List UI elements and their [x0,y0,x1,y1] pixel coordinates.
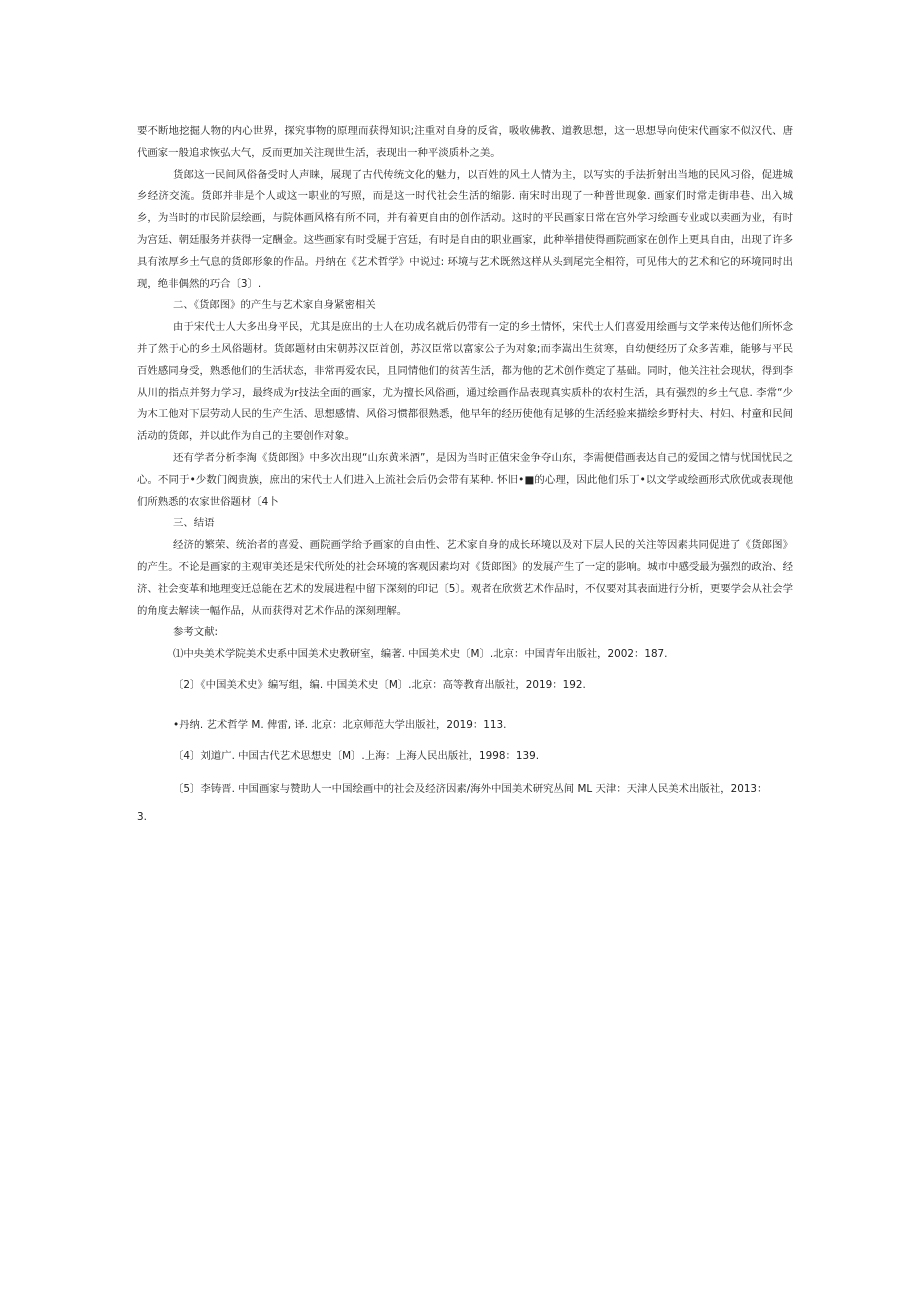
references-title: 参考文献: [173,626,219,639]
reference-item-2: 〔2〕《中国美术史》编写组，编. 中国美术史〔M〕.北京：高等教育出版社，2019：192. [173,678,586,691]
reference-item-3: •丹纳. 艺术哲学 M. 俾雷, 译. 北京：北京师范大学出版社，2019：113. [173,718,507,731]
document-body [137,121,793,829]
reference-item-1: ⑴中央美术学院美术史系中国美术史教研室，编著. 中国美术史〔M〕.北京：中国青年出版社，2002：187. [173,648,668,661]
section-heading-3: 三、结语 [173,517,215,530]
paragraph-section3-1: 经济的繁荣、统治者的喜爱、画院画学给予画家的自由性、艺术家自身的成长环境以及对下层人民的关注等因素共同促进了《货郎图》的产生。不论是画家的主观审美还是宋代所处的社会环境的客观因素均对《货郎图》的发展产生了一定的影响。城市中感受最为强烈的政治、经济、社会变革和地理变迁总能在艺术的发展进程中留下深刻的印记〔5〕。观者在欣赏艺术作品时，不仅要对其表面进行分析，更要学会从社会学的角度去解读一幅作品，从而获得对艺术作品的深刻理解。 [137,539,794,617]
paragraph-section2-2: 还有学者分析李淘《货郎图》中多次出现“山东黄米酒”，是因为当时正值宋金争夺山东，李需便借画表达自己的爱国之情与忧国忧民之心。不同于•少数门阀贵族，庶出的宋代士人们进入上流社会后仍会带有某种. 怀旧•■的心理，因此他们乐丁•以文学或绘画形式欣优或表现他们所熟悉的农家世俗题材〔4卜 [137,451,793,508]
reference-item-5: 〔5〕李铸晋. 中国画家与赞助人一中国绘画中的社会及经济因素/海外中国美术研究丛间 ML 天津：天津人民美术出版社，2013： [173,783,768,796]
paragraph-intro-1: 要不断地挖掘人物的内心世界，探究事物的原理而获得知识;注重对自身的反省，吸收佛教、道教思想，这一思想导向使宋代画家不似汉代、唐代画家一般追求恢弘大气，反而更加关注现世生活，表现出一种平淡质朴之美。 [137,125,793,159]
reference-item-4: 〔4〕刘道广. 中国古代艺术思想史〔M〕.上海：上海人民出版社，1998：139. [173,749,539,762]
reference-item-5-continuation: 3. [137,811,147,824]
paragraph-intro-2: 货郎这一民间风俗备受时人声睐，展现了古代传统文化的魅力，以百姓的风土人情为主，以写实的手法折射出当地的民风习俗，促进城乡经济交流。货郎并非是个人或这一职业的写照，而是这一时代社会生活的缩影. 南宋时出现了一种普世现象. 画家们时常走街串巷、出入城乡，为当时的市民阶层绘画，与院体画风格有所不同，并有着更自由的创作活动。这时的平民画家日常在宫外学习绘画专业或以卖画为业，有时为宫廷、朝廷服务并获得一定酬金。这些画家有时受屣于宫廷，有时是自由的职业画家，此种举措使得画院画家在创作上更具自由，出现了许多具有浓厚乡土气息的货郎形象的作品。丹纳在《艺术哲学》中说过: 环境与艺术既然这样从头到尾完全相符，可见伟大的艺术和它的环境同时出现，绝非偶然的巧合〔3〕. [137,168,793,290]
section-heading-2: 二、《货郎图》的产生与艺术家自身紧密相关 [173,299,376,312]
paragraph-section2-1: 由于宋代士人大多出身平民，尤其是庶出的士人在功成名就后仍带有一定的乡土情怀，宋代士人们喜爱用绘画与文学来传达他们所怀念并了然于心的乡土风俗题材。货郎题材由宋朝苏汉臣首创，苏汉臣常以富家公子为对象;而李嵩出生贫寒，自幼便经历了众多苦难，能够与平民百姓感同身受，熟悉他们的生活状态，非常再爱农民，且同情他们的贫苦生活，都为他的艺术创作奠定了基础。同时，他关注社会现状，得到李从川的指点并努力学习，最终成为r技法全面的画家，尤为擅长风俗画，通过绘画作品表现真实质朴的农村生活，具有强烈的乡土气息. 李常“少为木工他对下层劳动人民的生产生活、思想感情、风俗习惯都很熟悉，他早年的经历使他有足够的生活经验来描绘乡野村夫、村妇、村童和民间活动的货郎，并以此作为自己的主要创作对象。 [137,321,793,443]
